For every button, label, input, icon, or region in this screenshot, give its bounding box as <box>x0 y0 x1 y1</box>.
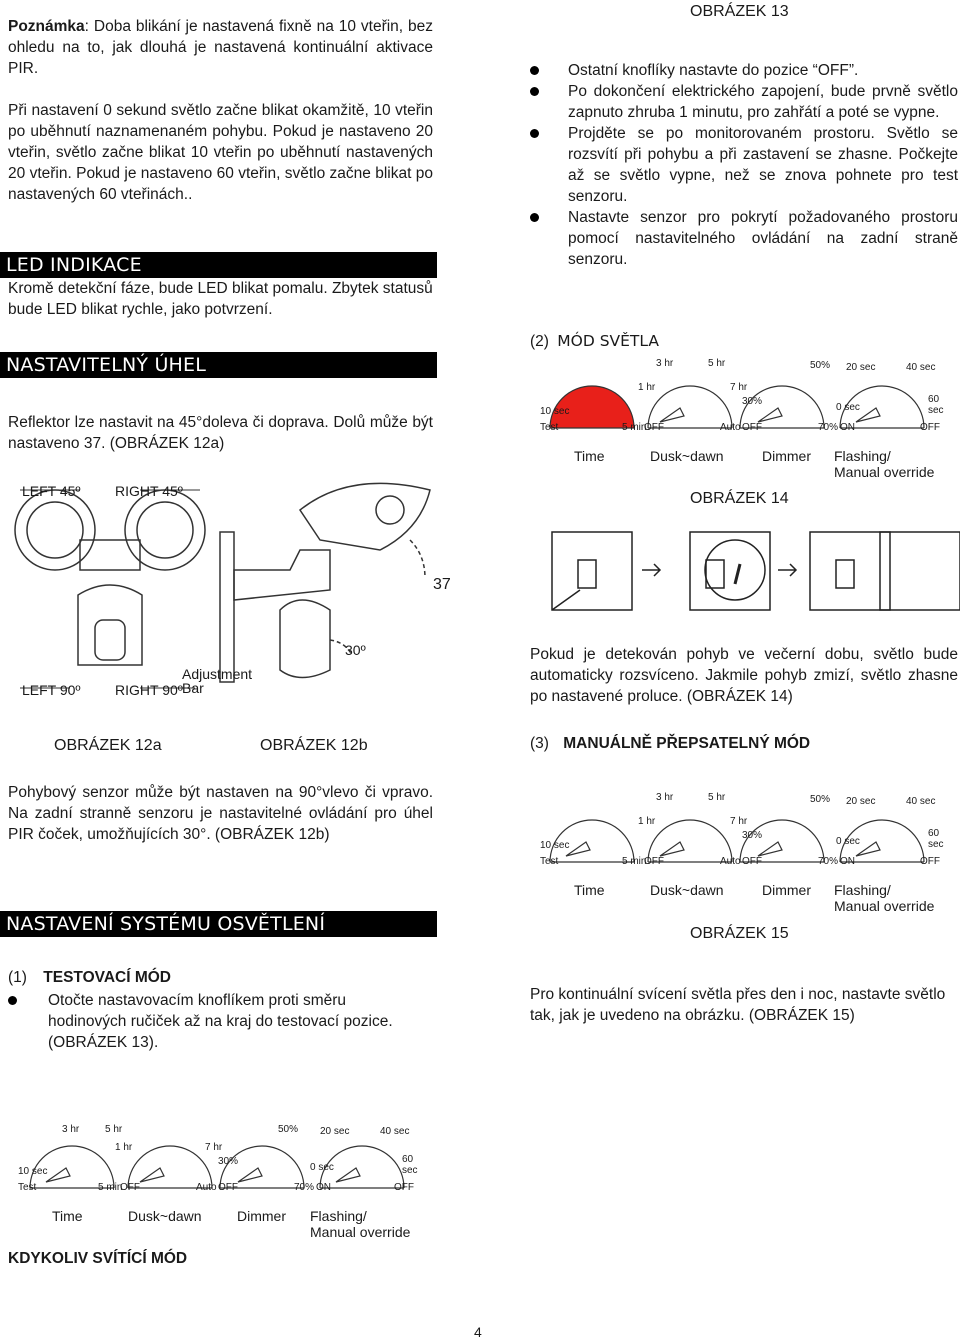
dial-flash-top1: 20 sec <box>846 362 876 373</box>
angle-text: Reflektor lze nastavit na 45°doleva či doprava. Dolů může být nastaveno 37. (OBRÁZEK 12a) <box>8 414 433 452</box>
dial-label-flash1: Flashing/ <box>834 448 891 464</box>
list-item <box>530 81 958 123</box>
dial-dimmer-mid: 30% <box>742 396 763 407</box>
note-paragraph <box>8 16 433 79</box>
dial-dimmer-mid: 30% <box>742 830 763 841</box>
dial-dimmer-b2: 70% <box>294 1182 315 1193</box>
fig12a-caption: OBRÁZEK 12a <box>54 737 162 754</box>
dial-dimmer-top: 50% <box>810 360 831 371</box>
left45-label: LEFT 45º <box>22 483 81 499</box>
dial-label-dimmer: Dimmer <box>762 448 811 464</box>
dial-flash-side: 60 sec <box>928 394 944 416</box>
mode2-title <box>530 332 659 351</box>
dial-time-mid1: 1 hr <box>115 1142 133 1153</box>
dial-time-b2: 5 min <box>622 422 647 433</box>
dial-label-time: Time <box>574 448 605 464</box>
dial-time-top1: 3 hr <box>656 358 674 369</box>
dial-flash-mid: 0 sec <box>836 402 860 413</box>
dial-time-top2: 5 hr <box>708 792 726 803</box>
dial-label-flash2: Manual override <box>834 464 935 480</box>
mode2-number: (2) <box>530 333 549 350</box>
dial-flash-side: 60 sec <box>928 828 944 850</box>
dial-label-time: Time <box>574 882 605 898</box>
dial-time-top1: 3 hr <box>656 792 674 803</box>
bullet-icon <box>8 996 17 1005</box>
adjustment-label: Adjustment <box>182 666 253 682</box>
dial-flash-b1: ON <box>840 422 855 433</box>
dial-label-dusk: Dusk~dawn <box>650 882 724 898</box>
dial-flash-b1: ON <box>840 856 855 867</box>
twin-lamp-front <box>15 490 205 688</box>
setup-bullets <box>530 60 958 270</box>
dials-figure-15 <box>530 790 950 920</box>
dial-dimmer-top: 50% <box>810 794 831 805</box>
bullet-text: Ostatní knoflíky nastavte do pozice “OFF”. <box>568 62 859 79</box>
dial-flash-top2: 40 sec <box>380 1126 410 1137</box>
dial-dusk-b2: Auto <box>196 1182 217 1193</box>
deg30-label: 30º <box>345 642 366 658</box>
dial-flash-top1: 20 sec <box>320 1126 350 1137</box>
dial-dimmer-b1: OFF <box>742 856 762 867</box>
mode3-title <box>530 735 810 753</box>
led-text: Kromě detekční fáze, bude LED blikat pomalu. Zbytek statusů bude LED blikat rychle, jako potvrzení. <box>8 280 433 318</box>
right45-label: RIGHT 45º <box>115 483 183 499</box>
dial-flash-top1: 20 sec <box>846 796 876 807</box>
dial-dusk-b2: Auto <box>720 856 741 867</box>
left90-label: LEFT 90º <box>22 682 81 698</box>
dial-dimmer-b1: OFF <box>218 1182 238 1193</box>
dial-dusk-b1: OFF <box>644 422 664 433</box>
room-sequence-drawing <box>550 530 960 640</box>
dials-figure-bottom <box>10 1120 430 1245</box>
dial-time-side: 10 sec <box>540 840 570 851</box>
dial-time-b1: Test <box>540 422 559 433</box>
evening-text: Pokud je detekován pohyb ve večerní dobu, světlo bude automaticky rozsvíceno. Jakmile pohyb zmizí, světlo zhasne po nastavené proluce. (OBRÁZEK 14) <box>530 646 958 705</box>
dial-time-b2: 5 min <box>98 1182 123 1193</box>
mode2-label: MÓD SVĚTLA <box>557 332 659 350</box>
dial-label-dusk: Dusk~dawn <box>650 448 724 464</box>
dial-label-dusk: Dusk~dawn <box>128 1208 202 1224</box>
note-text: : Doba blikání je nastavená fixně na 10 vteřin, bez ohledu na to, jak dlouhá je nastavená kontinuální aktivace PIR. <box>8 18 433 77</box>
dial-dimmer-b2: 70% <box>818 422 839 433</box>
room-sequence <box>550 530 960 640</box>
fig13-caption: OBRÁZEK 13 <box>690 3 789 20</box>
dial-dusk-b1: OFF <box>120 1182 140 1193</box>
list-item <box>8 990 393 1053</box>
dial-flash-b2: OFF <box>394 1182 414 1193</box>
test-mode-number: (1) <box>8 969 27 986</box>
dial-time-side: 10 sec <box>540 406 570 417</box>
dial-dimmer-mid: 30% <box>218 1156 239 1167</box>
dial-dusk-b2: Auto <box>720 422 741 433</box>
bullet-icon <box>530 129 539 138</box>
dial-time-b1: Test <box>540 856 559 867</box>
dial-label-flash1: Flashing/ <box>310 1208 367 1224</box>
page-number: 4 <box>474 1324 482 1340</box>
dial-dimmer-top: 50% <box>278 1124 299 1135</box>
dial-time-top1: 3 hr <box>62 1124 80 1135</box>
dial-time-top2: 5 hr <box>708 358 726 369</box>
dial-time-top2: 5 hr <box>105 1124 123 1135</box>
dials-figure-14 <box>530 356 950 486</box>
dial-label-flash2: Manual override <box>310 1224 411 1240</box>
dial-label-time: Time <box>52 1208 83 1224</box>
bullet-text: Po dokončení elektrického zapojení, bude prvně světlo zapnuto zhruba 1 minutu, pro zahřátí a poté se vypne. <box>568 83 958 121</box>
dial-dimmer-b1: OFF <box>742 422 762 433</box>
dial-label-flash1: Flashing/ <box>834 882 891 898</box>
bar-label: Bar <box>182 680 204 696</box>
bullet-icon <box>530 87 539 96</box>
dial-dusk-b1: OFF <box>644 856 664 867</box>
continuous-text: Pro kontinuální svícení světla přes den i noc, nastavte světlo tak, jak je uvedeno na obrázku. (OBRÁZEK 15) <box>530 986 946 1024</box>
list-item <box>530 60 958 81</box>
dial-time-mid2: 7 hr <box>730 816 748 827</box>
flash-timing-paragraph: Při nastavení 0 sekund světlo začne blikat okamžitě, 10 vteřin po uběhnutí naznamenaném pohybu. Pokud je nastaveno 20 vteřin, světlo začne blikat 10 vteřin po uběhnutí nastavených 20 vteřin. Pokud je nastaveno 60 vteřin, světlo začne blikat po nastavených 60 vteřinách.. <box>8 102 433 203</box>
dial-flash-mid: 0 sec <box>836 836 860 847</box>
dial-label-dimmer: Dimmer <box>762 882 811 898</box>
mode3-label: MANUÁLNĚ PŘEPSATELNÝ MÓD <box>563 735 811 752</box>
deg37-label: 37 <box>433 576 451 593</box>
bullet-icon <box>530 213 539 222</box>
bullet-text: Nastavte senzor pro pokrytí požadovaného prostoru pomocí nastavitelného ovládání na zadní straně senzoru. <box>568 209 958 268</box>
bullet-text: Projděte se po monitorovaném prostoru. Světlo se rozsvítí při pohybu a při zastavení se zhasne. Počkejte až se světlo vypne, než se znova pohnete pro test senzoru. <box>568 125 958 205</box>
dial-time-side: 10 sec <box>18 1166 48 1177</box>
any-mode-title: KDYKOLIV SVÍTÍCÍ MÓD <box>8 1250 188 1267</box>
angle-heading: NASTAVITELNÝ ÚHEL <box>0 352 437 378</box>
right90-label: RIGHT 90º <box>115 682 183 698</box>
note-label: Poznámka <box>8 18 85 35</box>
dial-flash-top2: 40 sec <box>906 362 936 373</box>
dial-flash-b1: ON <box>316 1182 331 1193</box>
test-mode-label: TESTOVACÍ MÓD <box>43 969 172 986</box>
dial-flash-top2: 40 sec <box>906 796 936 807</box>
dial-time-b2: 5 min <box>622 856 647 867</box>
dial-flash-mid: 0 sec <box>310 1162 334 1173</box>
dial-flash-side: 60 sec <box>402 1154 418 1176</box>
dial-label-flash2: Manual override <box>834 898 935 914</box>
bullet-icon <box>530 66 539 75</box>
fig14-caption: OBRÁZEK 14 <box>690 490 789 507</box>
list-item <box>530 123 958 207</box>
dial-label-dimmer: Dimmer <box>237 1208 286 1224</box>
mode3-number: (3) <box>530 735 549 752</box>
dial-time-b1: Test <box>18 1182 37 1193</box>
dial-flash-b2: OFF <box>920 856 940 867</box>
test-mode-title <box>8 969 171 987</box>
fig12b-caption: OBRÁZEK 12b <box>260 737 368 754</box>
dial-flash-b2: OFF <box>920 422 940 433</box>
dial-time-mid2: 7 hr <box>205 1142 223 1153</box>
led-heading: LED INDIKACE <box>0 252 437 278</box>
dial-time-mid1: 1 hr <box>638 382 656 393</box>
list-item <box>530 207 958 270</box>
dial-dimmer-b2: 70% <box>818 856 839 867</box>
test-bullet-text: Otočte nastavovacím knoflíkem proti směru hodinových ručiček až na kraj do testovací pozice. (OBRÁZEK 13). <box>48 992 393 1051</box>
sensor-text: Pohybový senzor může být nastaven na 90°vlevo či vpravo. Na zadní stranně senzoru je nastavitelné ovládání pro úhel PIR čoček, umožňujících 30°. (OBRÁZEK 12b) <box>8 784 433 843</box>
lamp-side-view <box>220 483 430 682</box>
dial-time-mid2: 7 hr <box>730 382 748 393</box>
dial-time-mid1: 1 hr <box>638 816 656 827</box>
system-heading: NASTAVENÍ SYSTÉMU OSVĚTLENÍ <box>0 911 437 937</box>
test-mode-bullets <box>8 990 393 1053</box>
fig15-caption: OBRÁZEK 15 <box>690 925 789 942</box>
figure-12 <box>0 470 460 730</box>
